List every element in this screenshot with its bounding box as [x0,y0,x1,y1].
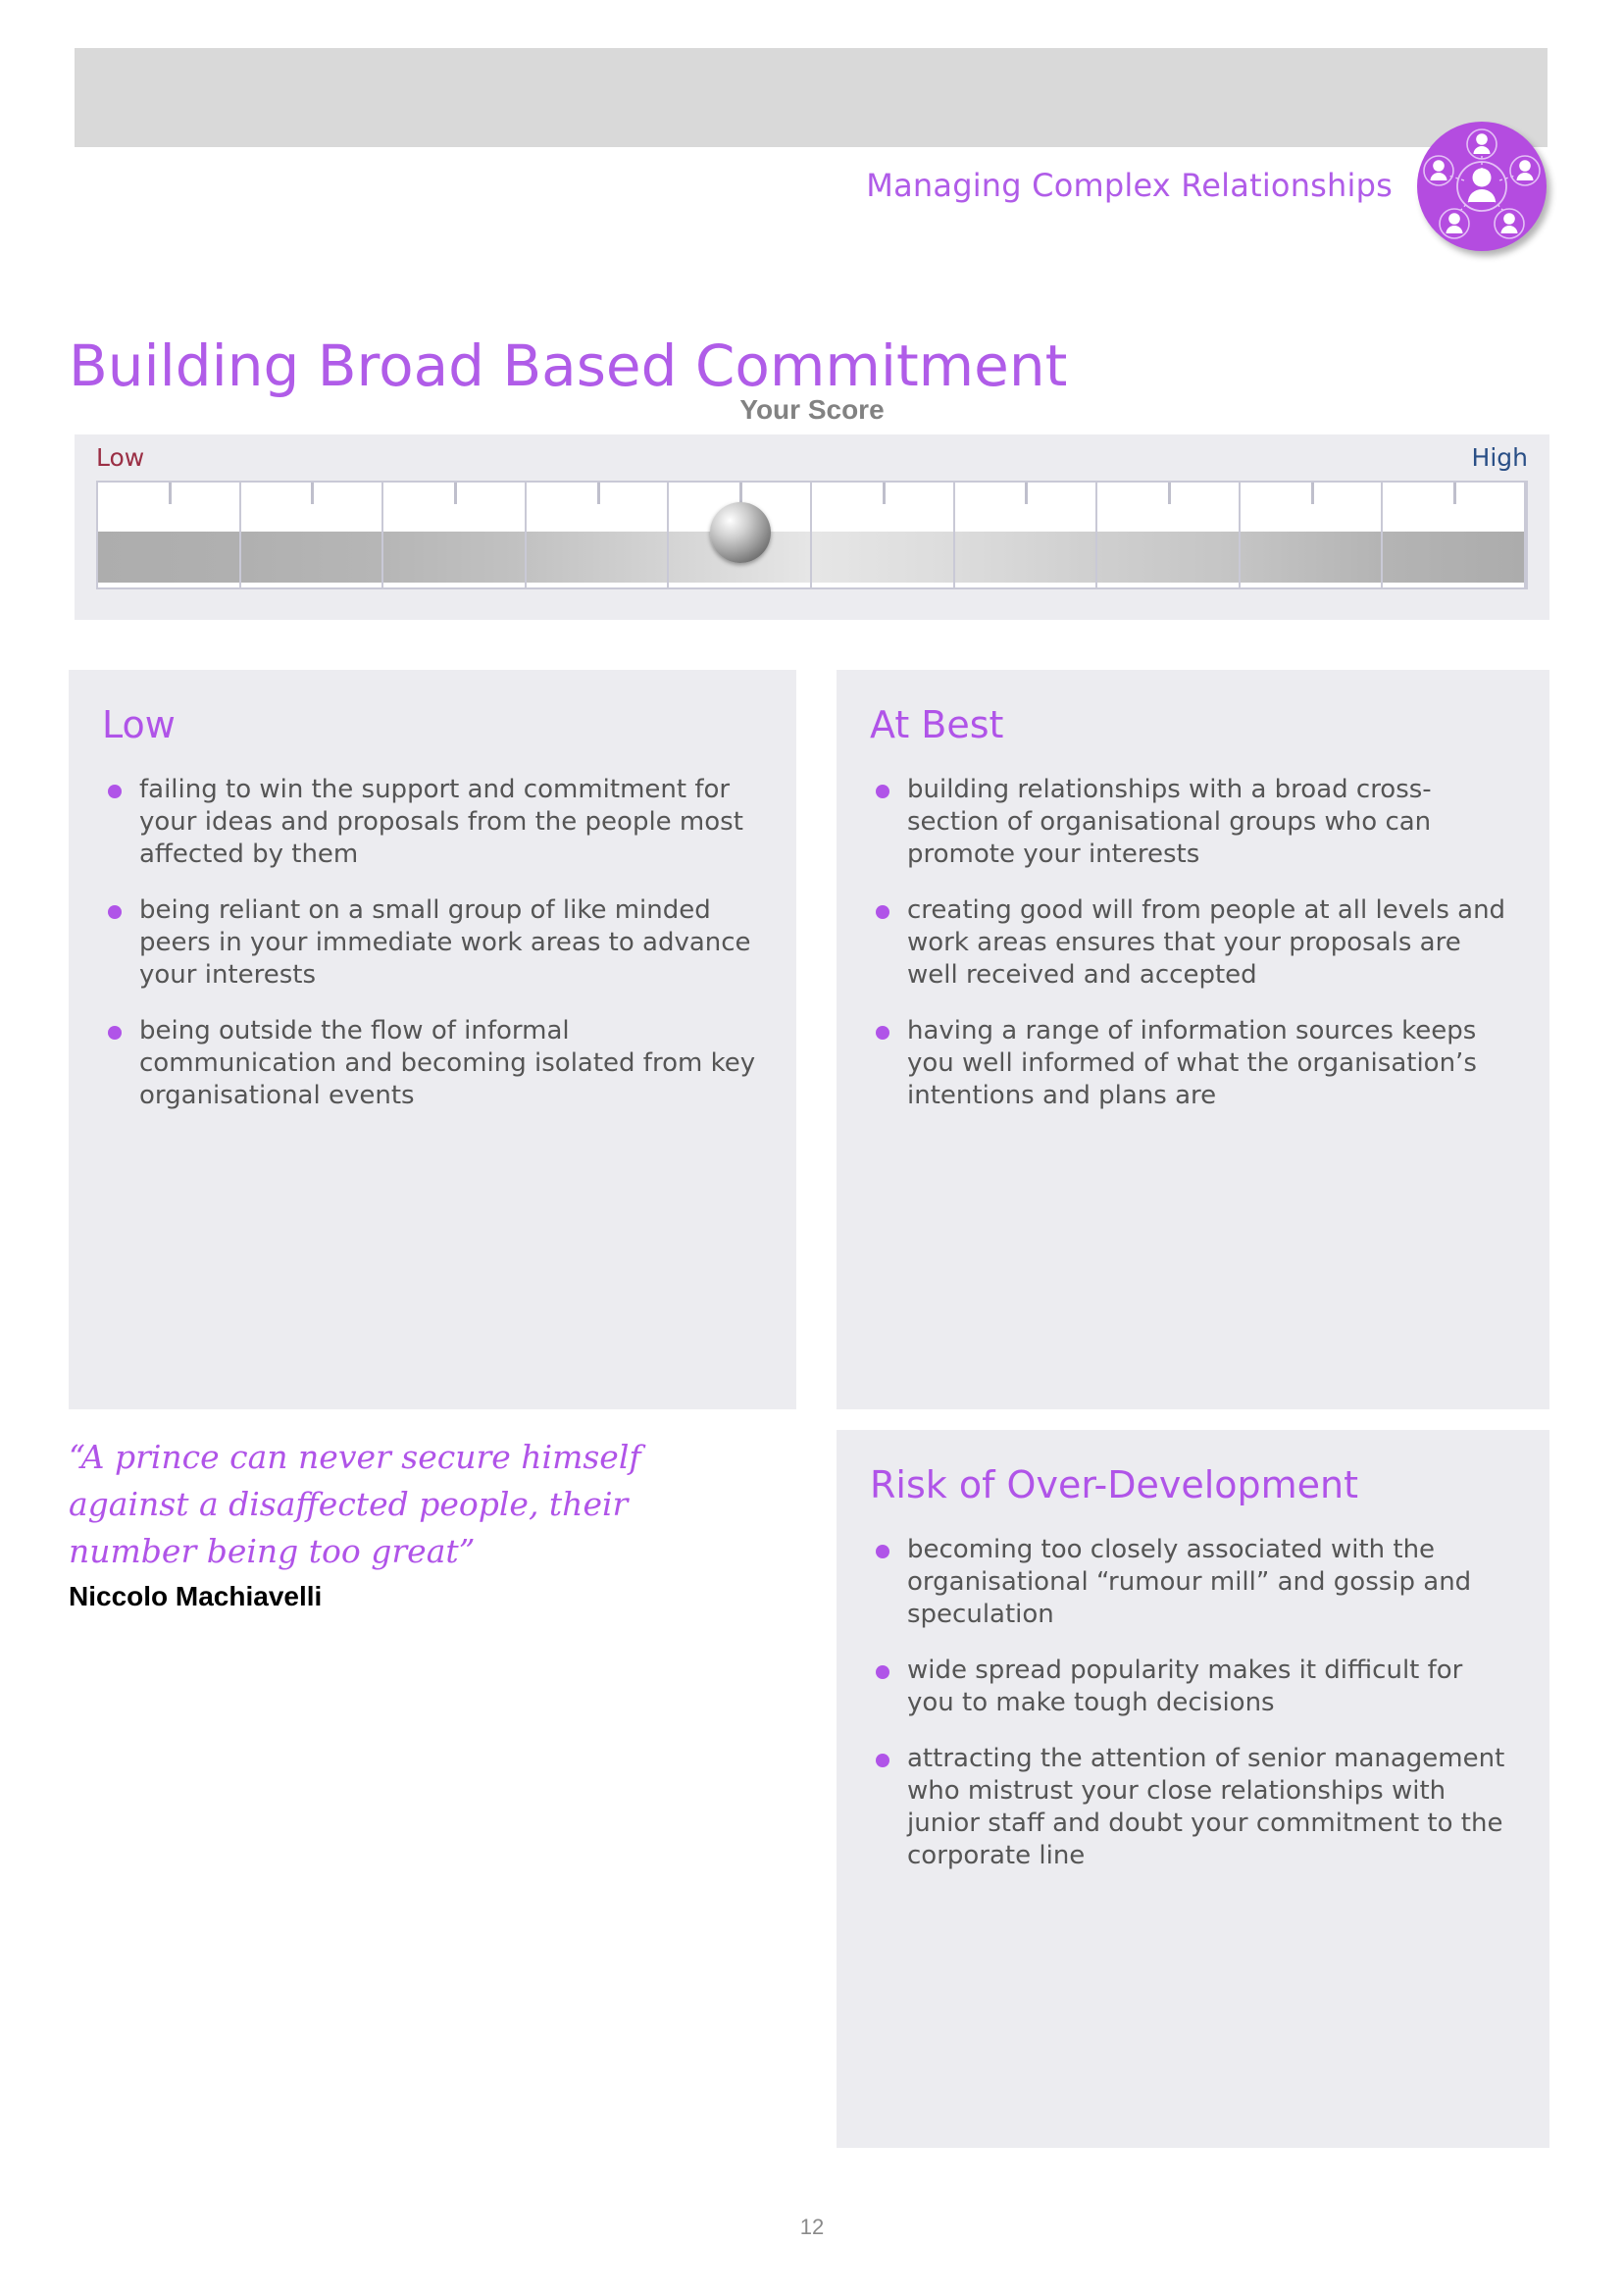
panel-low-heading: Low [102,703,176,746]
list-item [870,1015,1516,1112]
list-item-text: being outside the flow of informal communication and becoming isolated from key organisational events [139,1016,756,1110]
scale-segment [1383,483,1526,587]
scale-band [1097,532,1239,583]
panel-at-best-heading: At Best [870,703,1004,746]
scale-segment [383,483,527,587]
panel-at-best-list [837,774,1549,1112]
bullet-icon [108,905,122,919]
list-item [870,1743,1516,1872]
scale-tick [1453,483,1456,504]
list-item [870,1534,1516,1631]
scale-tick [1025,483,1028,504]
panel-low [69,670,796,1409]
scale-segment [98,483,241,587]
quote-block [69,1434,814,1612]
panel-low-list [69,774,796,1112]
scale-tick [1311,483,1314,504]
bullet-icon [876,785,889,798]
list-item-text: building relationships with a broad cross-section of organisational groups who can promote your interests [907,775,1432,869]
scale-band [383,532,525,583]
list-item-text: attracting the attention of senior management who mistrust your close relationships with junior staff and doubt your commitment to the corporate line [907,1744,1505,1870]
quote-author: Niccolo Machiavelli [69,1581,323,1611]
list-item-text: creating good will from people at all levels and work areas ensures that your proposals are well received and accepted [907,895,1506,990]
scale-high-label: High [1471,443,1528,472]
brand-line: Managing Complex Relationships [866,167,1393,204]
list-item [870,894,1516,992]
sphere-marker-icon[interactable] [710,502,771,563]
bullet-icon [876,1754,889,1767]
bullet-icon [876,1026,889,1040]
list-item [102,774,763,871]
scale-tick [1168,483,1171,504]
list-item-text: becoming too closely associated with the organisational “rumour mill” and gossip and speculation [907,1535,1472,1629]
scale-band [1383,532,1524,583]
list-item [102,1015,763,1112]
list-item-text: failing to win the support and commitment for your ideas and proposals from the people most affected by them [139,775,743,869]
scale-tick [311,483,314,504]
scale-segment [812,483,955,587]
scale-tick [454,483,457,504]
scale-band [527,532,668,583]
scale-segment [955,483,1098,587]
panel-risk-heading: Risk of Over-Development [870,1463,1359,1506]
bullet-icon [108,1026,122,1040]
scale-tick [739,483,742,504]
bullet-icon [876,905,889,919]
scale-band [955,532,1096,583]
scale-segment [1097,483,1241,587]
page-title: Building Broad Based Commitment [69,331,1068,399]
list-item-text: having a range of information sources keeps you well informed of what the organisation’s intentions and plans are [907,1016,1477,1110]
scale-band [241,532,382,583]
scale-segment [241,483,384,587]
scale-band [98,532,239,583]
panel-at-best [837,670,1549,1409]
list-item-text: being reliant on a small group of like minded peers in your immediate work areas to advance your interests [139,895,751,990]
your-score-caption: Your Score [739,394,885,425]
scale-band [1241,532,1382,583]
score-panel [75,434,1549,620]
scale-tick [597,483,600,504]
bullet-icon [108,785,122,798]
panel-risk-of-over-development [837,1430,1549,2148]
scale-segment [527,483,670,587]
scale-tick [883,483,886,504]
score-scale[interactable] [96,481,1528,589]
people-network-icon [1417,122,1547,251]
panel-risk-list [837,1534,1549,1872]
scale-band [812,532,953,583]
scale-tick [169,483,172,504]
quote-text: “A prince can never secure himself against a disaffected people, their number being too great” [69,1438,641,1570]
page-number: 12 [799,2215,825,2239]
list-item [870,774,1516,871]
bullet-icon [876,1545,889,1558]
bullet-icon [876,1665,889,1679]
scale-segment [1241,483,1384,587]
list-item [102,894,763,992]
scale-low-label: Low [96,443,145,472]
list-item-text: wide spread popularity makes it difficult for you to make tough decisions [907,1656,1463,1717]
list-item [870,1655,1516,1719]
header-band [75,48,1548,147]
